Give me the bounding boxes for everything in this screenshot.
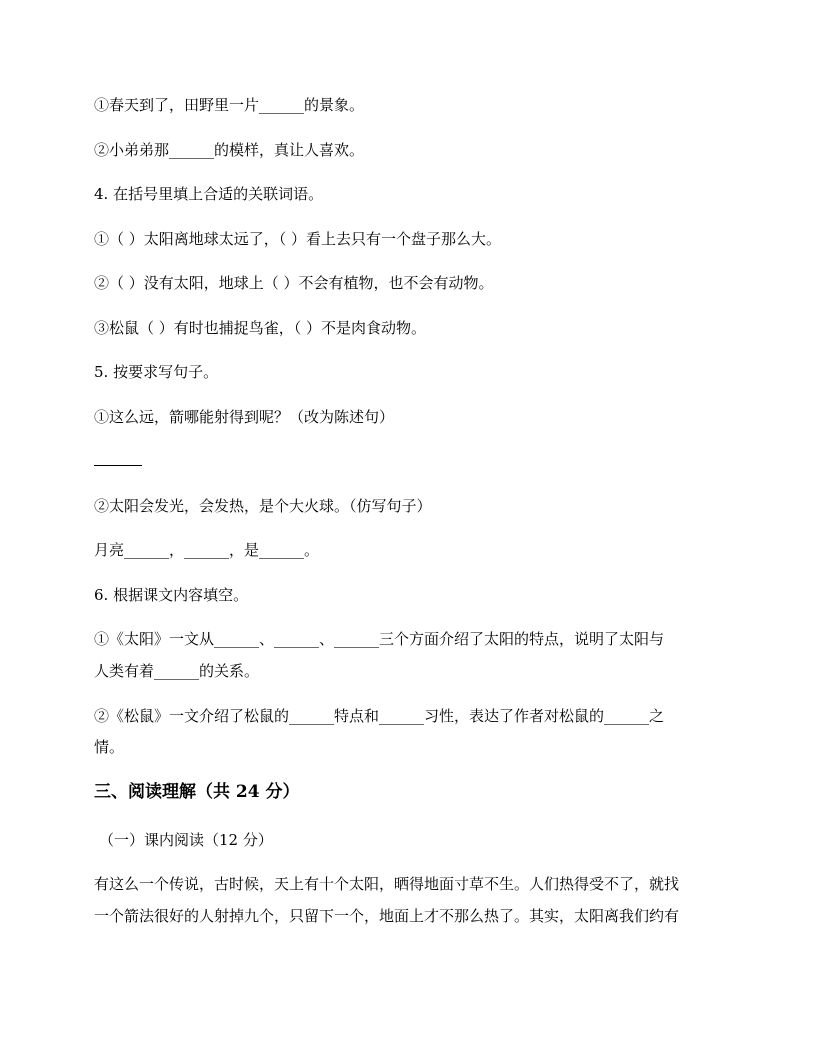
- q3-item-1: ①春天到了，田野里一片______的景象。: [94, 96, 365, 114]
- answer-blank-line: [94, 465, 142, 466]
- reading-passage-line-2: 一个箭法很好的人射掉九个，只留下一个，地面上才不那么热了。其实，太阳离我们约有: [94, 907, 680, 925]
- reading-passage-line-1: 有这么一个传说，古时候，天上有十个太阳，晒得地面寸草不生。人们热得受不了，就找: [94, 875, 680, 893]
- q6-title: 6. 根据课文内容填空。: [94, 586, 249, 604]
- q4-item-3: ③松鼠（ ）有时也捕捉鸟雀，（ ）不是肉食动物。: [94, 319, 427, 337]
- worksheet-page: [94, 0, 724, 1056]
- q5-item-1: ①这么远，箭哪能射得到呢？（改为陈述句）: [94, 408, 395, 426]
- q5-item-2-answer: 月亮______，______，是______。: [94, 541, 320, 559]
- section-three-heading: 三、阅读理解（共 24 分）: [94, 782, 300, 802]
- subsection-title: （一）课内阅读（12 分）: [99, 831, 273, 849]
- q6-item-2-line-1: ②《松鼠》一文介绍了松鼠的______特点和______习性，表达了作者对松鼠的______之: [94, 707, 665, 725]
- q6-item-1-line-2: 人类有着______的关系。: [94, 662, 260, 680]
- q6-item-1-line-1: ①《太阳》一文从______、______、______三个方面介绍了太阳的特点，说明了太阳与: [94, 630, 665, 648]
- q3-item-2: ②小弟弟那______的模样，真让人喜欢。: [94, 141, 365, 159]
- q4-title: 4. 在括号里填上合适的关联词语。: [94, 185, 324, 203]
- q6-item-2-line-2: 情。: [94, 738, 125, 756]
- q5-item-2: ②太阳会发光，会发热，是个大火球。（仿写句子）: [94, 497, 432, 515]
- q4-item-2: ②（ ）没有太阳，地球上（ ）不会有植物，也不会有动物。: [94, 274, 494, 292]
- q4-item-1: ①（ ）太阳离地球太远了，（ ）看上去只有一个盘子那么大。: [94, 230, 502, 248]
- q5-title: 5. 按要求写句子。: [94, 363, 219, 381]
